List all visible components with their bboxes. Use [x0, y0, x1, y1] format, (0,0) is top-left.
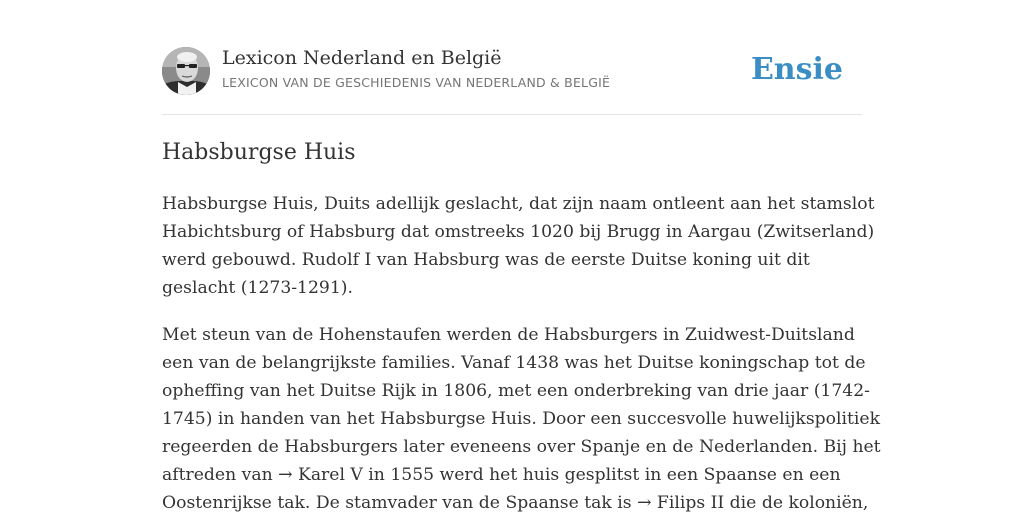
article-title: Habsburgse Huis: [162, 140, 356, 165]
paragraph-text: Oostenrijkse tak. De stamvader van de Spaanse tak is: [162, 493, 638, 512]
publication-title[interactable]: Lexicon Nederland en België: [222, 47, 502, 69]
paragraph-line: een van de belangrijkste families. Vanaf 1438 was het Duitse koningschap tot de: [162, 353, 866, 373]
paragraph-text: in 1555 werd het huis gesplitst in een Spaanse en een: [362, 465, 841, 485]
article-body: [162, 190, 882, 512]
paragraph-line: [162, 461, 882, 489]
paragraph-text: aftreden van: [162, 465, 279, 485]
paragraph-line: regeerden de Habsburgers later eveneens over Spanje en de Nederlanden. Bij het: [162, 437, 881, 457]
cross-reference-link-karel-v[interactable]: → Karel V: [278, 465, 363, 485]
publication-subtitle: LEXICON VAN DE GESCHIEDENIS VAN NEDERLAND & BELGIË: [222, 75, 611, 90]
person-portrait-icon: [162, 47, 210, 95]
paragraph-line: 1745) in handen van het Habsburgse Huis. Door een succesvolle huwelijkspolitiek: [162, 409, 881, 429]
paragraph-line: Met steun van de Hohenstaufen werden de Habsburgers in Zuidwest-Duitsland: [162, 325, 855, 345]
publication-header: [162, 46, 862, 115]
paragraph-line: Habichtsburg of Habsburg dat omstreeks 1020 bij Brugg in Aargau (Zwitserland): [162, 222, 875, 242]
article-paragraph: [162, 321, 882, 512]
publication-avatar[interactable]: [162, 47, 210, 95]
paragraph-line: Habsburgse Huis, Duits adellijk geslacht, dat zijn naam ontleent aan het stamslot: [162, 194, 875, 214]
paragraph-line: werd gebouwd. Rudolf I van Habsburg was de eerste Duitse koning uit dit: [162, 250, 810, 270]
paragraph-text: die de koloniën,: [724, 493, 869, 512]
paragraph-line: geslacht (1273-1291).: [162, 278, 353, 298]
paragraph-line: opheffing van het Duitse Rijk in 1806, met een onderbreking van drie jaar (1742-: [162, 381, 870, 401]
paragraph-line: [162, 489, 882, 512]
article-paragraph: [162, 190, 882, 302]
cross-reference-link-filips-ii[interactable]: → Filips II: [637, 493, 725, 512]
ensie-logo-link[interactable]: Ensie: [750, 52, 843, 87]
